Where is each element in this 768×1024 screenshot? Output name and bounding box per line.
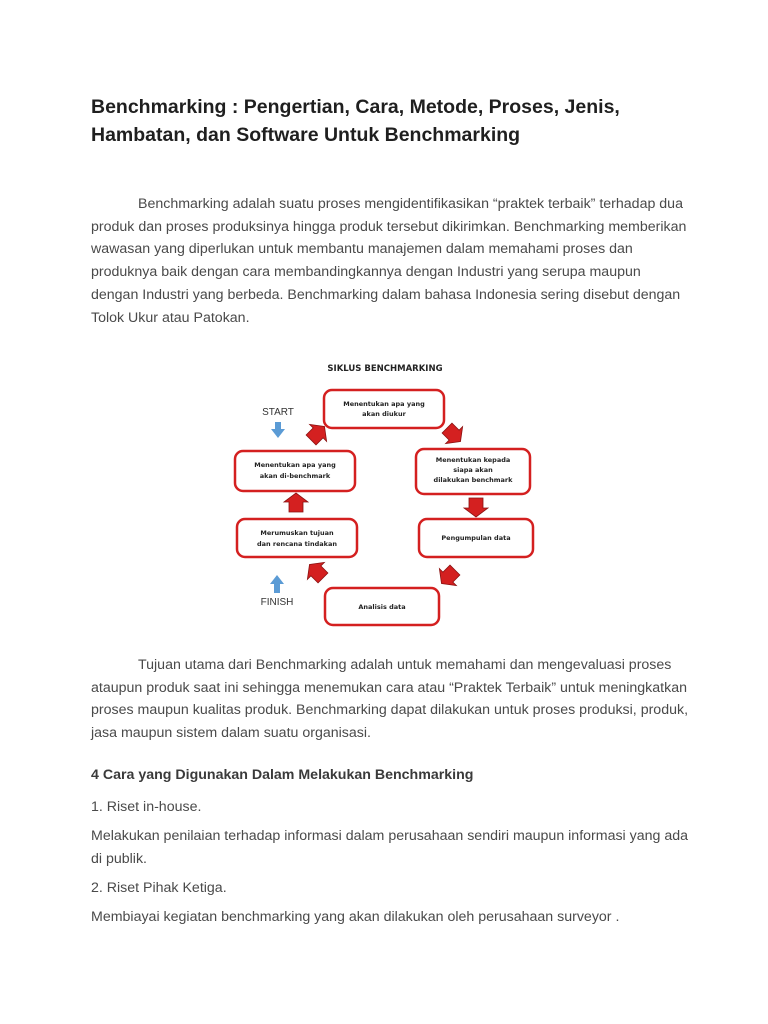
list-item-title-2: 2. Riset Pihak Ketiga.	[91, 880, 227, 896]
cycle-arrow-bottom-left	[301, 556, 331, 586]
step-left-upper-line2: akan di-benchmark	[259, 472, 331, 480]
list-item-title-1: 1. Riset in-house.	[91, 799, 202, 815]
intro-paragraph-text: Benchmarking adalah suatu proses mengidentifikasikan “praktek terbaik” terhadap dua produk dan proses produksinya hingga produk tersebut dikirimkan. Benchmarking memberikan wawasan yang diperlukan untuk membantu manajemen dalam memahami proses dan produknya baik dengan cara membandingkannya dengan Industri yang serupa maupun dengan Industri yang berbeda. Benchmarking dalam bahasa Indonesia sering disebut dengan Tolok Ukur atau Patokan.	[91, 196, 687, 326]
cycle-arrow-right	[464, 498, 488, 517]
cycle-arrow-bottom-right	[433, 562, 463, 592]
step-box-right-lower	[419, 519, 533, 557]
list-item-desc-2: Membiayai kegiatan benchmarking yang akan dilakukan oleh perusahaan surveyor .	[91, 909, 620, 925]
step-right-upper-line2: siapa akan	[453, 466, 493, 474]
start-label: START	[262, 407, 294, 418]
finish-arrow-icon	[270, 575, 284, 593]
step-box-left-upper	[235, 451, 355, 491]
step-box-bottom	[325, 588, 439, 625]
benchmarking-cycle-diagram	[230, 355, 540, 630]
step-right-upper-line1: Menentukan kepada	[435, 456, 511, 464]
section-heading: 4 Cara yang Digunakan Dalam Melakukan Benchmarking	[91, 767, 474, 783]
step-top-line1: Menentukan apa yang	[343, 400, 425, 408]
list-item-desc-1: Melakukan penilaian terhadap informasi dalam perusahaan sendiri maupun informasi yang ada di publik.	[91, 828, 689, 867]
step-right-lower-line1: Pengumpulan data	[441, 534, 511, 542]
step-bottom-line1: Analisis data	[358, 603, 406, 611]
purpose-paragraph-text: Tujuan utama dari Benchmarking adalah untuk memahami dan mengevaluasi proses ataupun produk saat ini sehingga menemukan cara atau “Praktek Terbaik” untuk meningkatkan proses maupun kualitas produk. Benchmarking dapat dilakukan untuk proses produksi, produk, jasa maupun sistem dalam suatu organisasi.	[91, 657, 689, 742]
step-left-lower-line1: Merumuskan tujuan	[260, 529, 334, 537]
step-right-upper-line3: dilakukan benchmark	[433, 476, 513, 484]
start-arrow-icon	[271, 422, 285, 438]
step-box-top	[324, 390, 444, 428]
step-left-upper-line1: Menentukan apa yang	[254, 461, 336, 469]
step-box-left-lower	[237, 519, 357, 557]
intro-paragraph	[91, 193, 691, 329]
cycle-diagram-svg	[230, 355, 540, 630]
purpose-paragraph	[91, 654, 691, 745]
finish-label: FINISH	[260, 597, 294, 608]
step-left-lower-line2: dan rencana tindakan	[256, 540, 338, 548]
step-box-right-upper	[416, 449, 530, 494]
page-title: Benchmarking : Pengertian, Cara, Metode, Proses, Jenis, Hambatan, dan Software Untuk Benchmarking	[91, 96, 620, 146]
step-top-line2: akan diukur	[362, 410, 406, 418]
cycle-arrow-left	[284, 493, 308, 512]
diagram-title: SIKLUS BENCHMARKING	[327, 364, 443, 374]
